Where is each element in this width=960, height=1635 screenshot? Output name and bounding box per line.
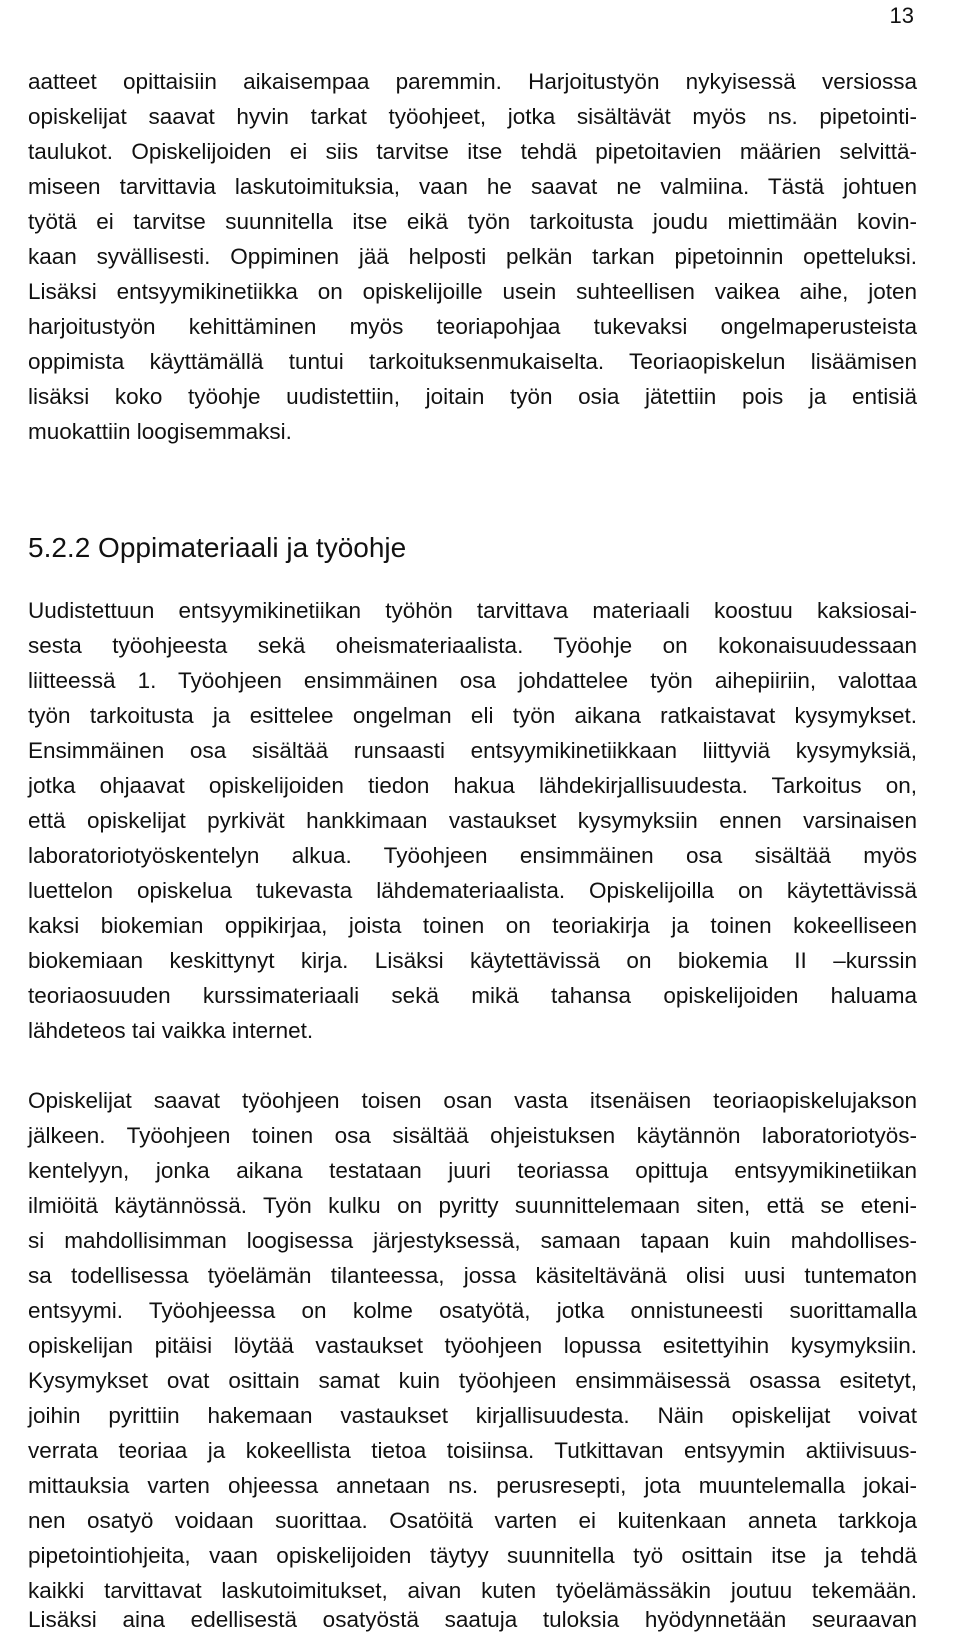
text-line: työn tarkoitusta ja esittelee ongelman eli työn aikana ratkaistavat kysymykset. — [28, 703, 917, 728]
text-line: sesta työohjeesta sekä oheismateriaalista. Työohje on kokonaisuudessaan — [28, 633, 917, 658]
text-line: työtä ei tarvitse suunnitella itse eikä työn tarkoitusta joudu miettimään kovin- — [28, 209, 917, 234]
text-line: aatteet opittaisiin aikaisempaa paremmin. Harjoitustyön nykyisessä versiossa — [28, 69, 917, 94]
text-line: Kysymykset ovat osittain samat kuin työohjeen ensimmäisessä osassa esitetyt, — [28, 1368, 917, 1393]
text-line: sa todellisessa työelämän tilanteessa, jossa käsiteltävänä olisi uusi tuntematon — [28, 1263, 917, 1288]
text-line: entsyymi. Työohjeessa on kolme osatyötä, jotka onnistuneesti suorittamalla — [28, 1298, 917, 1323]
text-line: kaksi biokemian oppikirjaa, joista toinen on teoriakirja ja toinen kokeelliseen — [28, 913, 917, 938]
text-line: teoriaosuuden kurssimateriaali sekä mikä tahansa opiskelijoiden haluama — [28, 983, 917, 1008]
text-line: Uudistettuun entsyymikinetiikan työhön tarvittava materiaali koostuu kaksiosai- — [28, 598, 917, 623]
text-line: kaikki tarvittavat laskutoimitukset, aivan kuten työelämässäkin joutuu tekemään. — [28, 1578, 917, 1603]
text-line: lähdeteos tai vaikka internet. — [28, 1018, 314, 1043]
text-line: opiskelijat saavat hyvin tarkat työohjeet, jotka sisältävät myös ns. pipetointi- — [28, 104, 917, 129]
text-line: liitteessä 1. Työohjeen ensimmäinen osa johdattelee työn aihepiiriin, valottaa — [28, 668, 917, 693]
text-line: si mahdollisimman loogisessa järjestyksessä, samaan tapaan kuin mahdollises- — [28, 1228, 917, 1253]
text-line: Opiskelijat saavat työohjeen toisen osan vasta itsenäisen teoriaopiskelujakson — [28, 1088, 917, 1113]
text-line: kaan syvällisesti. Oppiminen jää helposti pelkän tarkan pipetoinnin opetteluksi. — [28, 244, 917, 269]
text-line: luettelon opiskelua tukevasta lähdemateriaalista. Opiskelijoilla on käytettävissä — [28, 878, 917, 903]
text-line: Lisäksi entsyymikinetiikka on opiskelijoille usein suhteellisen vaikea aihe, joten — [28, 279, 917, 304]
page-number: 13 — [889, 3, 914, 28]
text-line: Ensimmäinen osa sisältää runsaasti entsyymikinetiikkaan liittyviä kysymyksiä, — [28, 738, 917, 763]
text-line: kentelyyn, jonka aikana testataan juuri teoriassa opittuja entsyymikinetiikan — [28, 1158, 917, 1183]
text-line: mittauksia varten ohjeessa annetaan ns. perusresepti, jota muuntelemalla jokai- — [28, 1473, 917, 1498]
text-line: pipetointiohjeita, vaan opiskelijoiden täytyy suunnitella työ osittain itse ja tehdä — [28, 1543, 917, 1568]
text-line: opiskelijan pitäisi löytää vastaukset työohjeen lopussa esitettyihin kysymyksiin. — [28, 1333, 917, 1358]
text-line: nen osatyö voidaan suorittaa. Osatöitä varten ei kuitenkaan anneta tarkkoja — [28, 1508, 917, 1533]
text-line: Lisäksi aina edellisestä osatyöstä saatuja tuloksia hyödynnetään seuraavan — [28, 1607, 917, 1632]
text-line: ilmiöitä käytännössä. Työn kulku on pyritty suunnittelemaan siten, että se eteni- — [28, 1193, 917, 1218]
text-line: biokemiaan keskittynyt kirja. Lisäksi käytettävissä on biokemia II –kurssin — [28, 948, 917, 973]
text-line: muokattiin loogisemmaksi. — [28, 419, 292, 444]
text-line: harjoitustyön kehittäminen myös teoriapohjaa tukevaksi ongelmaperusteista — [28, 314, 917, 339]
text-line: lisäksi koko työohje uudistettiin, joitain työn osia jätettiin pois ja entisiä — [28, 384, 917, 409]
text-line: taulukot. Opiskelijoiden ei siis tarvitse itse tehdä pipetoitavien määrien selvittä- — [28, 139, 917, 164]
text-line: jälkeen. Työohjeen toinen osa sisältää ohjeistuksen käytännön laboratoriotyös- — [28, 1123, 917, 1148]
text-line: että opiskelijat pyrkivät hankkimaan vastaukset kysymyksiin ennen varsinaisen — [28, 808, 917, 833]
text-line: laboratoriotyöskentelyn alkua. Työohjeen ensimmäinen osa sisältää myös — [28, 843, 917, 868]
text-line: jotka ohjaavat opiskelijoiden tiedon hakua lähdekirjallisuudesta. Tarkoitus on, — [28, 773, 917, 798]
text-line: miseen tarvittavia laskutoimituksia, vaan he saavat ne valmiina. Tästä johtuen — [28, 174, 917, 199]
text-line: joihin pyrittiin hakemaan vastaukset kirjallisuudesta. Näin opiskelijat voivat — [28, 1403, 917, 1428]
text-line: oppimista käyttämällä tuntui tarkoituksenmukaiselta. Teoriaopiskelun lisäämisen — [28, 349, 917, 374]
section-heading: 5.2.2 Oppimateriaali ja työohje — [28, 532, 407, 563]
text-line: verrata teoriaa ja kokeellista tietoa toisiinsa. Tutkittavan entsyymin aktiivisuus- — [28, 1438, 917, 1463]
